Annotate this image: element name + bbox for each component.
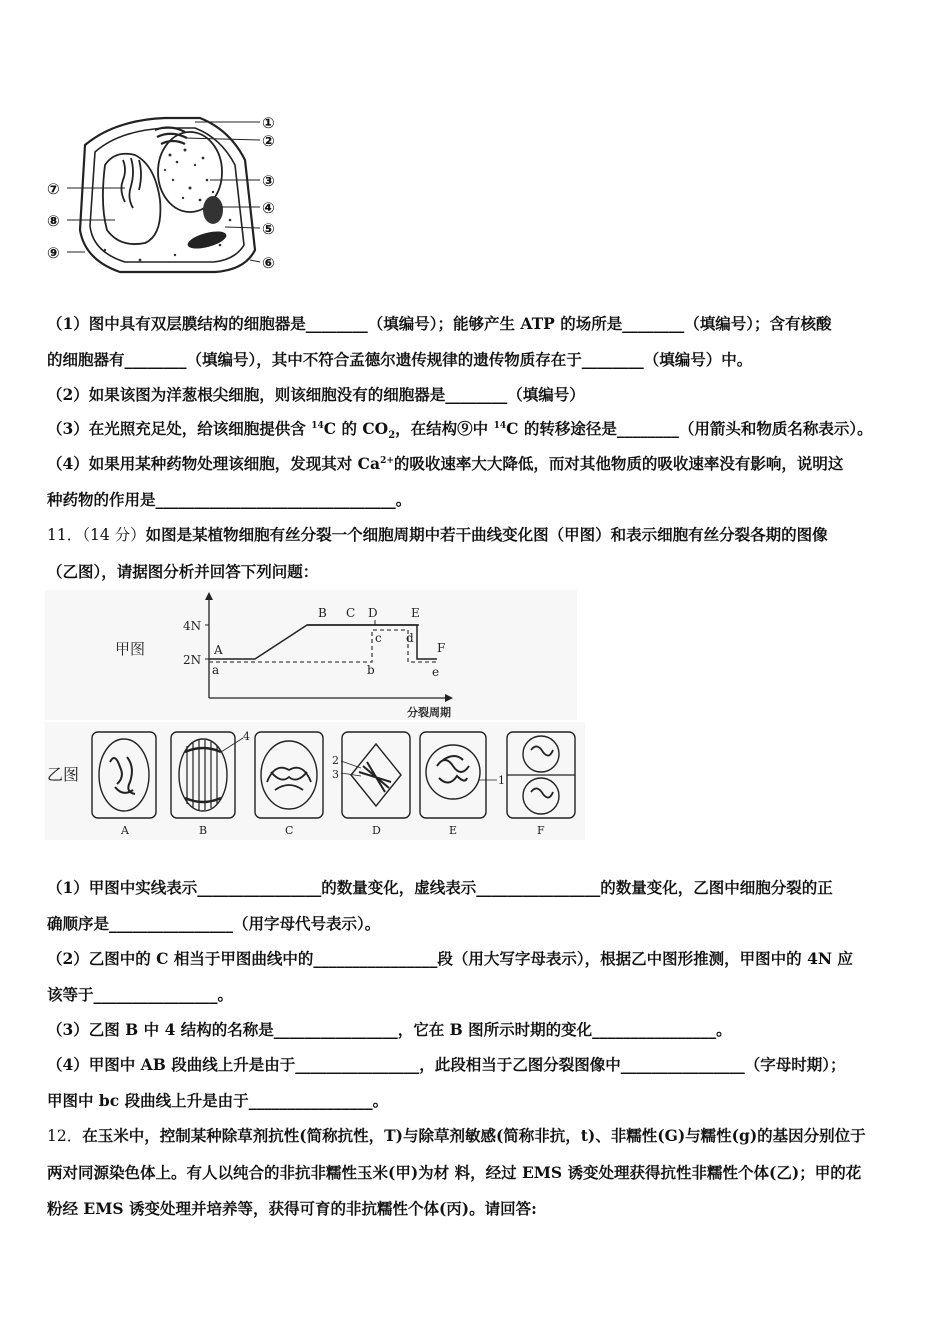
point-e: e	[432, 665, 440, 679]
cell-label-1: ①	[262, 114, 275, 132]
cell-label-B: B	[199, 824, 208, 837]
q11-part4-line2: 甲图中 bc 段曲线上升是由于________________。	[47, 1091, 389, 1110]
q12-line3: 粉经 EMS 诱变处理并培养等，获得可育的非抗糯性个体(丙)。请回答:	[47, 1199, 537, 1218]
jia-graph	[45, 590, 577, 720]
q10-part4-line2: 种药物的作用是_______________________________。	[47, 490, 412, 509]
annotation-4: 4	[243, 730, 250, 743]
q11-part2-line1: （2）乙图中的 C 相当于甲图曲线中的________________段（用大写字母表示），根据乙中图形推测，甲图中的 4N 应	[47, 949, 853, 968]
cell-label-5: ⑤	[262, 220, 275, 238]
cell-label-2: ②	[262, 132, 275, 150]
q11-intro-line1: 11．（14 分）如图是某植物细胞有丝分裂一个细胞周期中若干曲线变化图（甲图）和表示细胞有丝分裂各期的图像	[47, 525, 828, 544]
cell-label-7: ⑦	[47, 180, 60, 198]
point-E: E	[411, 606, 420, 620]
cell-label-E: E	[449, 824, 458, 837]
q12-line2: 两对同源染色体上。有人以纯合的非抗非糯性玉米(甲)为材 料，经过 EMS 诱变处理获得抗性非糯性个体(乙)；甲的花	[47, 1163, 862, 1182]
q11-part2-line2: 该等于________________。	[47, 985, 234, 1004]
q11-part1-line1: （1）甲图中实线表示________________的数量变化，虚线表示________________的数量变化，乙图中细胞分裂的正	[47, 878, 833, 897]
yi-title: 乙图	[47, 765, 80, 784]
annotation-2: 2	[332, 754, 339, 767]
q10-part2: （2）如果该图为洋葱根尖细胞，则该细胞没有的细胞器是________（填编号）	[47, 385, 585, 404]
q11-part1-line2: 确顺序是________________（用字母代号表示）。	[47, 914, 381, 933]
x-axis-label: 分裂周期	[407, 706, 451, 719]
point-d: d	[406, 631, 414, 645]
cell-label-D: D	[372, 824, 381, 837]
point-c: c	[375, 631, 382, 645]
annotation-1: 1	[498, 774, 505, 787]
q11-part3: （3）乙图 B 中 4 结构的名称是________________，它在 B 图所示时期的变化________________。	[47, 1020, 732, 1039]
point-a: a	[212, 663, 220, 677]
point-F: F	[437, 641, 446, 655]
cell-label-4: ④	[262, 199, 275, 217]
q11-part4-line1: （4）甲图中 AB 段曲线上升是由于________________，此段相当于乙图分裂图像中________________（字母时期）；	[47, 1055, 846, 1074]
jia-title: 甲图	[115, 640, 146, 658]
q12-number: 12．	[47, 1127, 83, 1145]
point-D: D	[368, 606, 378, 620]
point-b: b	[367, 663, 375, 677]
y-tick-4n: 4N	[183, 619, 202, 633]
q12-line1: 12．在玉米中，控制某种除草剂抗性(简称抗性，T)与除草剂敏感(简称非抗，t)、非糯性(G)与糯性(g)的基因分别位于	[47, 1126, 866, 1145]
q10-part1-line2: 的细胞器有________（填编号），其中不符合孟德尔遗传规律的遗传物质存在于________（填编号）中。	[47, 350, 753, 369]
cell-label-F: F	[537, 824, 545, 837]
annotation-3: 3	[332, 768, 339, 781]
cell-label-6: ⑥	[262, 254, 275, 272]
cell-label-C: C	[285, 824, 294, 837]
cell-label-9: ⑨	[47, 244, 60, 262]
yi-cell-images	[45, 722, 585, 840]
q10-part1-line1: （1）图中具有双层膜结构的细胞器是________（填编号）；能够产生 ATP 的场所是________（填编号）；含有核酸	[47, 314, 832, 333]
q10-part4-line1: （4）如果用某种药物处理该细胞，发现其对 $Ca^{2+}$的吸收速率大大降低，而对其他物质的吸收速率没有影响，说明这	[47, 454, 844, 473]
y-tick-2n: 2N	[183, 653, 202, 667]
point-B: B	[318, 606, 327, 620]
q11-number: 11．（14 分）	[47, 526, 146, 544]
cell-label-A: A	[121, 824, 129, 837]
q11-intro-line2: （乙图），请据图分析并回答下列问题：	[47, 562, 319, 581]
cell-label-3: ③	[262, 172, 275, 190]
cell-label-8: ⑧	[47, 212, 60, 230]
q10-part3: （3）在光照充足处，给该细胞提供含 $^{14}$C 的 $CO_2$，在结构⑨中 $^{14}$C 的转移途径是________（用箭头和物质名称表示）。	[47, 419, 873, 442]
plant-cell-diagram	[45, 110, 290, 282]
point-A: A	[214, 643, 223, 657]
point-C: C	[346, 606, 356, 620]
